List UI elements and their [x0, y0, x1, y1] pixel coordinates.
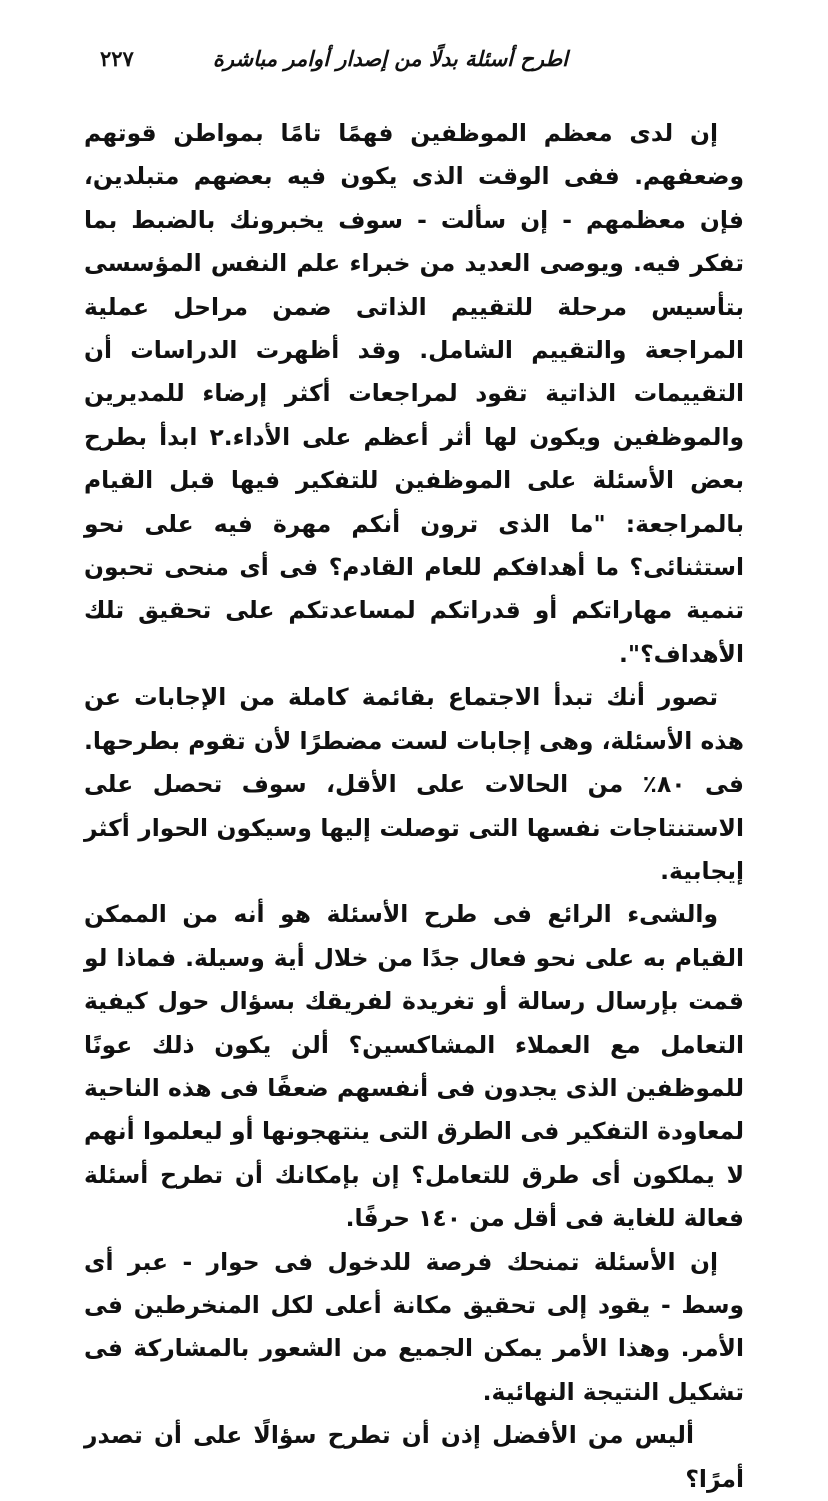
- paragraph: والشىء الرائع فى طرح الأسئلة هو أنه من الممكن القيام به على نحو فعال جدًا من خلال أية وسيلة. فماذا لو قمت بإرسال رسالة أو تغريدة لفريقك بسؤال حول كيفية التعامل مع العملاء المشاكسين؟ ألن يكون ذلك عونًا للموظفين الذى يجدون فى أنفسهم ضعفًا فى هذه الناحية لمعاودة التفكير فى الطرق التى ينتهجونها أو ليعلموا أنهم لا يملكون أى طرق للتعامل؟ إن بإمكانك أن تطرح أسئلة فعالة للغاية فى أقل من ١٤٠ حرفًا.: [84, 900, 744, 1233]
- paragraph: تصور أنك تبدأ الاجتماع بقائمة كاملة من الإجابات عن هذه الأسئلة، وهى إجابات لست مضطرًا لأن تقوم بطرحها. فى ٨٠٪ من الحالات على الأقل، سوف تحصل على الاستنتاجات نفسها التى توصلت إليها وسيكون الحوار أكثر إيجابية.: [84, 683, 744, 885]
- paragraph: إن الأسئلة تمنحك فرصة للدخول فى حوار - عبر أى وسط - يقود إلى تحقيق مكانة أعلى لكل المنخرطين فى الأمر. وهذا الأمر يمكن الجميع من الشعور بالمشاركة فى تشكيل النتيجة النهائية.: [84, 1247, 744, 1406]
- running-title: اطرح أسئلة بدلًا من إصدار أوامر مباشرة: [212, 46, 568, 71]
- page-header: [100, 40, 728, 80]
- page-number: ٢٢٧: [100, 46, 134, 71]
- closing-question: أليس من الأفضل إذن أن تطرح سؤالًا على أن تصدر أمرًا؟: [84, 1421, 744, 1493]
- body-text: [84, 112, 744, 1501]
- paragraph: إن لدى معظم الموظفين فهمًا تامًا بمواطن قوتهم وضعفهم. ففى الوقت الذى يكون فيه بعضهم متبلدين، فإن معظمهم - إن سألت - سوف يخبرونك بالضبط بما تفكر فيه. ويوصى العديد من خبراء علم النفس المؤسسى بتأسيس مرحلة للتقييم الذاتى ضمن مراحل عملية المراجعة والتقييم الشامل. وقد أظهرت الدراسات أن التقييمات الذاتية تقود لمراجعات أكثر إرضاء للمديرين والموظفين ويكون لها أثر أعظم على الأداء.٢ ابدأ بطرح بعض الأسئلة على الموظفين للتفكير فيها قبل القيام بالمراجعة: "ما الذى ترون أنكم مهرة فيه على نحو استثنائى؟ ما أهدافكم للعام القادم؟ فى أى منحى تحبون تنمية مهاراتكم أو قدراتكم لمساعدتكم على تحقيق تلك الأهداف؟".: [84, 119, 745, 668]
